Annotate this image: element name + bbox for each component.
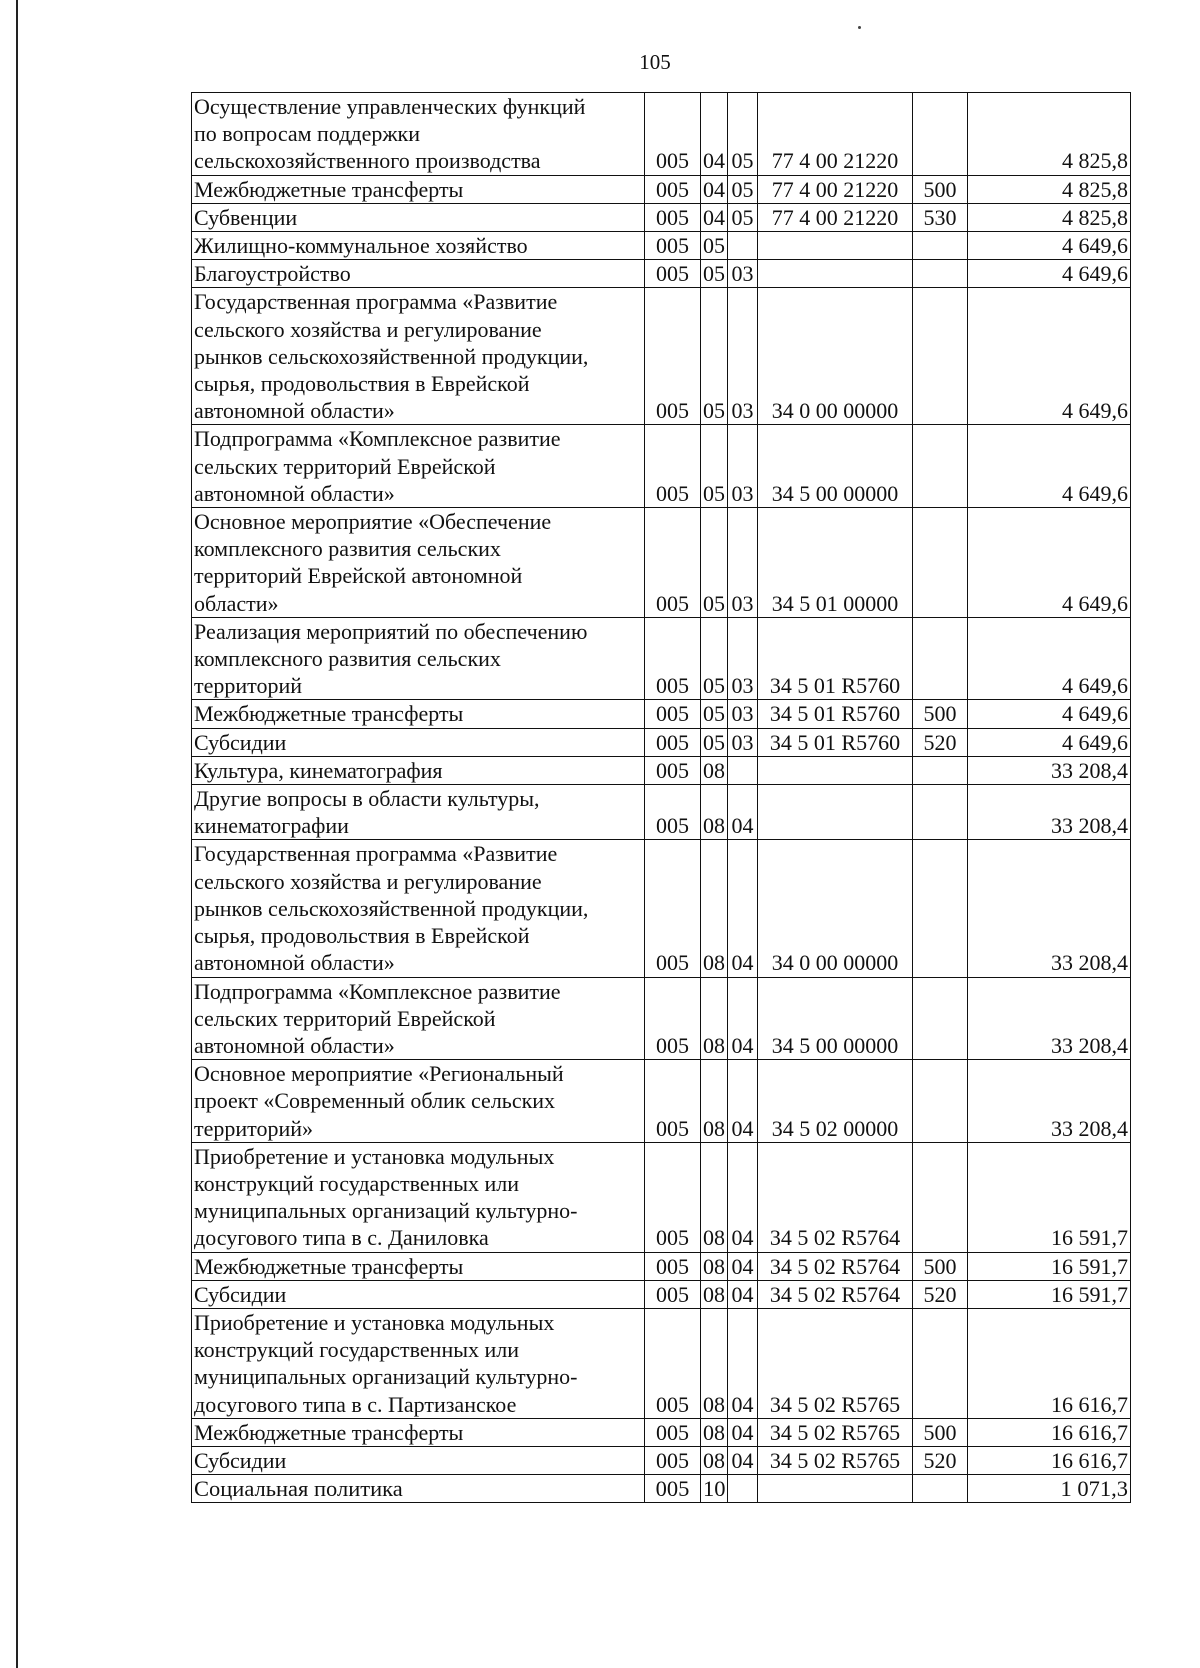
- cell-amount: 33 208,4: [968, 977, 1131, 1060]
- cell-rz-code: 08: [701, 756, 728, 784]
- cell-rz-code: 05: [701, 425, 728, 508]
- cell-gr-code: 005: [645, 1475, 701, 1503]
- table-row: [192, 1280, 1131, 1308]
- cell-item-name: Культура, кинематография: [192, 756, 645, 784]
- cell-item-name: Приобретение и установка модульных конструкций государственных или муниципальных организаций культурно- досугового типа в с. Даниловка: [192, 1142, 645, 1252]
- cell-vr-code: [913, 617, 968, 700]
- cell-vr-code: [913, 785, 968, 840]
- cell-cs-code: 34 5 02 R5764: [758, 1142, 913, 1252]
- cell-amount: 33 208,4: [968, 1060, 1131, 1143]
- cell-pr-code: 05: [728, 203, 758, 231]
- table-row: [192, 728, 1131, 756]
- cell-cs-code: [758, 756, 913, 784]
- cell-cs-code: 77 4 00 21220: [758, 175, 913, 203]
- table-row: [192, 1446, 1131, 1474]
- cell-gr-code: 005: [645, 93, 701, 176]
- cell-cs-code: 34 5 02 R5764: [758, 1252, 913, 1280]
- cell-amount: 4 649,6: [968, 728, 1131, 756]
- cell-vr-code: 500: [913, 1252, 968, 1280]
- cell-cs-code: [758, 260, 913, 288]
- cell-pr-code: 04: [728, 977, 758, 1060]
- cell-cs-code: 34 0 00 00000: [758, 840, 913, 977]
- cell-rz-code: 08: [701, 840, 728, 977]
- cell-item-name: Субвенции: [192, 203, 645, 231]
- cell-amount: 4 825,8: [968, 203, 1131, 231]
- cell-cs-code: 34 0 00 00000: [758, 288, 913, 425]
- cell-amount: 4 825,8: [968, 175, 1131, 203]
- cell-item-name: Межбюджетные трансферты: [192, 1252, 645, 1280]
- cell-pr-code: 03: [728, 728, 758, 756]
- cell-gr-code: 005: [645, 977, 701, 1060]
- cell-cs-code: 34 5 01 R5760: [758, 728, 913, 756]
- cell-rz-code: 04: [701, 203, 728, 231]
- table-row: [192, 977, 1131, 1060]
- cell-cs-code: 77 4 00 21220: [758, 93, 913, 176]
- table-row: [192, 1252, 1131, 1280]
- scan-speck: [858, 26, 861, 29]
- cell-item-name: Основное мероприятие «Обеспечение комплексного развития сельских территорий Еврейской автономной области»: [192, 508, 645, 618]
- cell-cs-code: 34 5 01 00000: [758, 508, 913, 618]
- table-row: [192, 260, 1131, 288]
- table-row: [192, 203, 1131, 231]
- cell-rz-code: 08: [701, 1060, 728, 1143]
- cell-pr-code: 03: [728, 425, 758, 508]
- cell-rz-code: 08: [701, 1280, 728, 1308]
- cell-item-name: Межбюджетные трансферты: [192, 1418, 645, 1446]
- cell-vr-code: [913, 260, 968, 288]
- cell-rz-code: 08: [701, 785, 728, 840]
- cell-cs-code: 34 5 01 R5760: [758, 700, 913, 728]
- cell-rz-code: 05: [701, 232, 728, 260]
- cell-vr-code: [913, 840, 968, 977]
- cell-amount: 1 071,3: [968, 1475, 1131, 1503]
- table-row: [192, 232, 1131, 260]
- cell-gr-code: 005: [645, 1446, 701, 1474]
- cell-amount: 16 616,7: [968, 1446, 1131, 1474]
- cell-cs-code: 34 5 02 R5765: [758, 1418, 913, 1446]
- cell-amount: 4 649,6: [968, 425, 1131, 508]
- cell-gr-code: 005: [645, 1142, 701, 1252]
- cell-amount: 16 591,7: [968, 1280, 1131, 1308]
- cell-gr-code: 005: [645, 728, 701, 756]
- cell-pr-code: 04: [728, 1060, 758, 1143]
- cell-rz-code: 08: [701, 1308, 728, 1418]
- cell-amount: 4 649,6: [968, 508, 1131, 618]
- cell-cs-code: 34 5 01 R5760: [758, 617, 913, 700]
- cell-gr-code: 005: [645, 840, 701, 977]
- cell-gr-code: 005: [645, 260, 701, 288]
- cell-vr-code: [913, 93, 968, 176]
- cell-cs-code: 34 5 02 R5765: [758, 1446, 913, 1474]
- cell-rz-code: 08: [701, 1252, 728, 1280]
- cell-vr-code: [913, 1475, 968, 1503]
- cell-gr-code: 005: [645, 508, 701, 618]
- cell-item-name: Основное мероприятие «Региональный проект «Современный облик сельских территорий»: [192, 1060, 645, 1143]
- cell-rz-code: 05: [701, 700, 728, 728]
- cell-rz-code: 08: [701, 977, 728, 1060]
- scan-edge-line: [16, 0, 18, 1668]
- cell-gr-code: 005: [645, 1252, 701, 1280]
- cell-gr-code: 005: [645, 288, 701, 425]
- cell-rz-code: 05: [701, 728, 728, 756]
- table-row: [192, 785, 1131, 840]
- cell-cs-code: 34 5 00 00000: [758, 977, 913, 1060]
- table-row: [192, 700, 1131, 728]
- cell-pr-code: 03: [728, 700, 758, 728]
- table-row: [192, 1142, 1131, 1252]
- cell-cs-code: [758, 785, 913, 840]
- table-row: [192, 175, 1131, 203]
- cell-amount: 4 649,6: [968, 232, 1131, 260]
- cell-vr-code: [913, 425, 968, 508]
- page-number: 105: [639, 50, 671, 74]
- cell-item-name: Приобретение и установка модульных конструкций государственных или муниципальных организаций культурно- досугового типа в с. Партизанское: [192, 1308, 645, 1418]
- table-row: [192, 756, 1131, 784]
- cell-gr-code: 005: [645, 203, 701, 231]
- cell-pr-code: 04: [728, 1280, 758, 1308]
- cell-vr-code: [913, 756, 968, 784]
- cell-gr-code: 005: [645, 1308, 701, 1418]
- cell-item-name: Другие вопросы в области культуры, кинематографии: [192, 785, 645, 840]
- cell-rz-code: 10: [701, 1475, 728, 1503]
- cell-rz-code: 05: [701, 288, 728, 425]
- cell-amount: 33 208,4: [968, 785, 1131, 840]
- table-row: [192, 508, 1131, 618]
- table-row: [192, 1418, 1131, 1446]
- cell-pr-code: 05: [728, 93, 758, 176]
- budget-table-body: [192, 93, 1131, 1503]
- cell-item-name: Подпрограмма «Комплексное развитие сельских территорий Еврейской автономной области»: [192, 425, 645, 508]
- cell-item-name: Межбюджетные трансферты: [192, 700, 645, 728]
- cell-cs-code: [758, 232, 913, 260]
- cell-vr-code: [913, 232, 968, 260]
- budget-table: [191, 92, 1131, 1503]
- cell-amount: 33 208,4: [968, 756, 1131, 784]
- cell-item-name: Жилищно-коммунальное хозяйство: [192, 232, 645, 260]
- cell-amount: 4 649,6: [968, 288, 1131, 425]
- cell-pr-code: 04: [728, 1418, 758, 1446]
- cell-cs-code: 77 4 00 21220: [758, 203, 913, 231]
- cell-item-name: Государственная программа «Развитие сельского хозяйства и регулирование рынков сельскохозяйственной продукции, сырья, продовольствия в Еврейской автономной области»: [192, 840, 645, 977]
- cell-vr-code: 500: [913, 1418, 968, 1446]
- table-row: [192, 425, 1131, 508]
- cell-gr-code: 005: [645, 232, 701, 260]
- cell-pr-code: [728, 756, 758, 784]
- cell-cs-code: 34 5 02 00000: [758, 1060, 913, 1143]
- cell-pr-code: 05: [728, 175, 758, 203]
- cell-amount: 4 649,6: [968, 260, 1131, 288]
- cell-item-name: Субсидии: [192, 1280, 645, 1308]
- cell-amount: 16 591,7: [968, 1142, 1131, 1252]
- cell-gr-code: 005: [645, 1060, 701, 1143]
- cell-amount: 16 616,7: [968, 1418, 1131, 1446]
- cell-pr-code: 04: [728, 1142, 758, 1252]
- cell-pr-code: 03: [728, 288, 758, 425]
- cell-rz-code: 04: [701, 175, 728, 203]
- cell-gr-code: 005: [645, 1280, 701, 1308]
- cell-gr-code: 005: [645, 1418, 701, 1446]
- cell-vr-code: 500: [913, 175, 968, 203]
- table-row: [192, 288, 1131, 425]
- cell-rz-code: 05: [701, 617, 728, 700]
- cell-vr-code: 520: [913, 1446, 968, 1474]
- cell-amount: 33 208,4: [968, 840, 1131, 977]
- cell-item-name: Государственная программа «Развитие сельского хозяйства и регулирование рынков сельскохозяйственной продукции, сырья, продовольствия в Еврейской автономной области»: [192, 288, 645, 425]
- table-row: [192, 1060, 1131, 1143]
- table-row: [192, 93, 1131, 176]
- cell-gr-code: 005: [645, 756, 701, 784]
- cell-amount: 4 825,8: [968, 93, 1131, 176]
- cell-item-name: Социальная политика: [192, 1475, 645, 1503]
- cell-vr-code: 520: [913, 728, 968, 756]
- cell-pr-code: 03: [728, 508, 758, 618]
- cell-cs-code: 34 5 02 R5765: [758, 1308, 913, 1418]
- cell-vr-code: [913, 1060, 968, 1143]
- cell-amount: 4 649,6: [968, 700, 1131, 728]
- cell-rz-code: 08: [701, 1446, 728, 1474]
- cell-vr-code: [913, 288, 968, 425]
- cell-pr-code: 04: [728, 1308, 758, 1418]
- cell-gr-code: 005: [645, 175, 701, 203]
- cell-rz-code: 08: [701, 1418, 728, 1446]
- cell-cs-code: [758, 1475, 913, 1503]
- table-row: [192, 1308, 1131, 1418]
- cell-pr-code: 03: [728, 617, 758, 700]
- table-row: [192, 617, 1131, 700]
- table-row: [192, 1475, 1131, 1503]
- cell-rz-code: 05: [701, 260, 728, 288]
- cell-rz-code: 05: [701, 508, 728, 618]
- cell-item-name: Подпрограмма «Комплексное развитие сельских территорий Еврейской автономной области»: [192, 977, 645, 1060]
- cell-item-name: Субсидии: [192, 1446, 645, 1474]
- cell-rz-code: 08: [701, 1142, 728, 1252]
- cell-item-name: Осуществление управленческих функций по вопросам поддержки сельскохозяйственного производства: [192, 93, 645, 176]
- cell-gr-code: 005: [645, 700, 701, 728]
- cell-pr-code: 04: [728, 840, 758, 977]
- cell-gr-code: 005: [645, 785, 701, 840]
- cell-item-name: Субсидии: [192, 728, 645, 756]
- cell-pr-code: 04: [728, 1252, 758, 1280]
- cell-cs-code: 34 5 02 R5764: [758, 1280, 913, 1308]
- cell-amount: 16 616,7: [968, 1308, 1131, 1418]
- cell-gr-code: 005: [645, 617, 701, 700]
- cell-vr-code: 530: [913, 203, 968, 231]
- cell-amount: 16 591,7: [968, 1252, 1131, 1280]
- cell-pr-code: 04: [728, 785, 758, 840]
- cell-vr-code: [913, 1142, 968, 1252]
- cell-vr-code: 520: [913, 1280, 968, 1308]
- cell-amount: 4 649,6: [968, 617, 1131, 700]
- cell-pr-code: 03: [728, 260, 758, 288]
- table-row: [192, 840, 1131, 977]
- cell-pr-code: [728, 1475, 758, 1503]
- cell-item-name: Благоустройство: [192, 260, 645, 288]
- cell-item-name: Межбюджетные трансферты: [192, 175, 645, 203]
- cell-cs-code: 34 5 00 00000: [758, 425, 913, 508]
- cell-vr-code: [913, 508, 968, 618]
- cell-gr-code: 005: [645, 425, 701, 508]
- cell-pr-code: [728, 232, 758, 260]
- cell-pr-code: 04: [728, 1446, 758, 1474]
- cell-vr-code: [913, 977, 968, 1060]
- cell-item-name: Реализация мероприятий по обеспечению комплексного развития сельских территорий: [192, 617, 645, 700]
- cell-vr-code: 500: [913, 700, 968, 728]
- cell-vr-code: [913, 1308, 968, 1418]
- cell-rz-code: 04: [701, 93, 728, 176]
